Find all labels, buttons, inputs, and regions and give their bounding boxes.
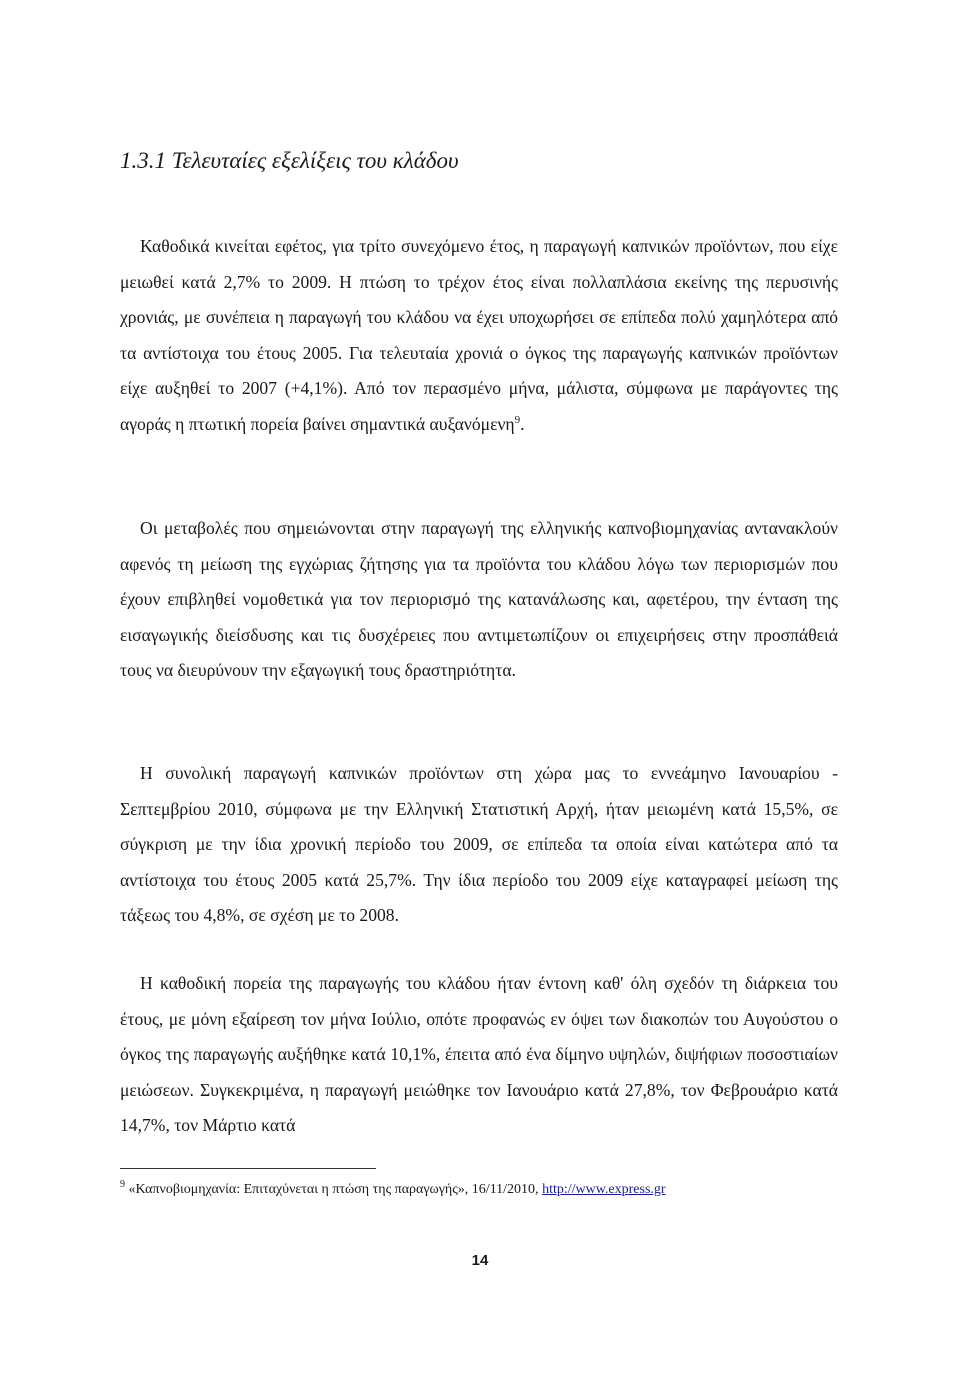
- footnote: [120, 1180, 840, 1200]
- footnote-link[interactable]: http://www.express.gr: [542, 1182, 666, 1197]
- paragraph-2: Οι μεταβολές που σημειώνονται στην παραγωγή της ελληνικής καπνοβιομηχανίας αντανακλούν αφενός τη μείωση της εγχώριας ζήτησης για τα προϊόντα του κλάδου λόγω των περιορισμών που έχουν επιβληθεί νομοθετικά για τον περιορισμό της κατανάλωσης και, αφετέρου, την ένταση της εισαγωγικής διείσδυσης και τις δυσχέρειες που αντιμετωπίζουν οι επιχειρήσεις στην προσπάθειά τους να διευρύνουν την εξαγωγική τους δραστηριότητα.: [120, 518, 838, 680]
- section-heading: 1.3.1 Τελευταίες εξελίξεις του κλάδου: [120, 148, 459, 173]
- paragraph-1-text: Καθοδικά κινείται εφέτος, για τρίτο συνεχόμενο έτος, η παραγωγή καπνικών προϊόντων, που είχε μειωθεί κατά 2,7% το 2009. Η πτώση το τρέχον έτος είναι πολλαπλάσια εκείνης της περυσινής χρονιάς, με συνέπεια η παραγωγή του κλάδου να έχει υποχωρήσει σε επίπεδα πολύ χαμηλότερα από τα αντίστοιχα του έτους 2005. Για τελευταία χρονιά ο όγκος της παραγωγής καπνικών προϊόντων είχε αυξηθεί το 2007 (+4,1%). Από τον περασμένο μήνα, μάλιστα, σύμφωνα με παράγοντες της αγοράς η πτωτική πορεία βαίνει σημαντικά αυξανόμενη: [120, 236, 838, 434]
- footnote-text: «Καπνοβιομηχανία: Επιταχύνεται η πτώση της παραγωγής», 16/11/2010,: [128, 1182, 543, 1197]
- page-number: 14: [471, 1252, 489, 1269]
- paragraph-1: [120, 229, 838, 442]
- paragraph-3: Η συνολική παραγωγή καπνικών προϊόντων στη χώρα μας το εννεάμηνο Ιανουαρίου - Σεπτεμβρίου 2010, σύμφωνα με την Ελληνική Στατιστική Αρχή, ήταν μειωμένη κατά 15,5%, σε σύγκριση με την ίδια χρονική περίοδο του 2009, σε επίπεδα τα οποία είναι κατώτερα από τα αντίστοιχα του έτους 2005 κατά 25,7%. Την ίδια περίοδο του 2009 είχε καταγραφεί μείωση της τάξεως του 4,8%, σε σχέση με το 2008.: [120, 763, 838, 925]
- paragraph-1-end: .: [520, 413, 525, 434]
- paragraph-4: Η καθοδική πορεία της παραγωγής του κλάδου ήταν έντονη καθ' όλη σχεδόν τη διάρκεια του έτους, με μόνη εξαίρεση τον μήνα Ιούλιο, οπότε προφανώς εν όψει των διακοπών του Αυγούστου ο όγκος της παραγωγής αυξήθηκε κατά 10,1%, έπειτα από ένα δίμηνο υψηλών, διψήφιων ποσοστιαίων μειώσεων. Συγκεκριμένα, η παραγωγή μειώθηκε τον Ιανουάριο κατά 27,8%, τον Φεβρουάριο κατά 14,7%, τον Μάρτιο κατά: [120, 973, 838, 1135]
- footnote-number: 9: [120, 1179, 125, 1190]
- footnote-separator: [120, 1168, 376, 1169]
- footnote-reference[interactable]: 9: [514, 413, 521, 426]
